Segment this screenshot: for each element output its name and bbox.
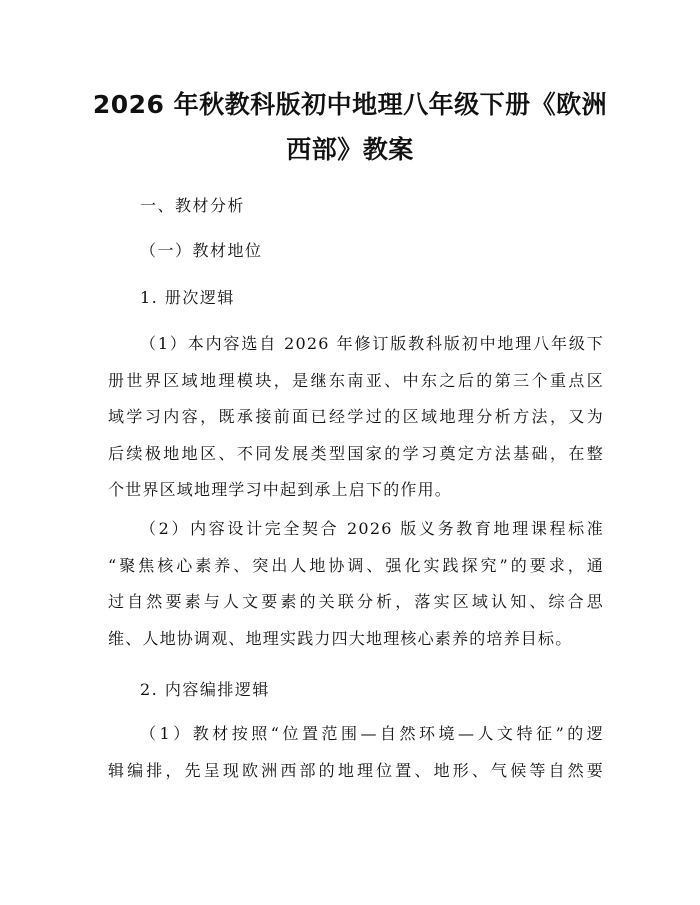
paragraph-line: 后续极地地区、不同发展类型国家的学习奠定方法基础，在整	[108, 443, 604, 463]
paragraph-line: 维、人地协调观、地理实践力四大地理核心素养的培养目标。	[108, 628, 573, 648]
paragraph-line: 册世界区域地理模块，是继东南亚、中东之后的第三个重点区	[108, 370, 604, 390]
item-heading: 2. 内容编排逻辑	[140, 680, 270, 699]
paragraph-line: 辑编排，先呈现欧洲西部的地理位置、地形、气候等自然要	[108, 760, 604, 780]
title-line: 2026 年秋教科版初中地理八年级下册《欧洲	[92, 90, 608, 119]
paragraph	[108, 326, 604, 509]
paragraph-line: “聚焦核心素养、突出人地协调、强化实践探究”的要求，通	[108, 555, 604, 575]
paragraph-line: 个世界区域地理学习中起到承上启下的作用。	[108, 480, 453, 499]
paragraph	[108, 511, 604, 657]
paragraph-line: （2）内容设计完全契合 2026 版义务教育地理课程标准	[140, 519, 604, 538]
paragraph-line: 域学习内容，既承接前面已经学过的区域地理分析方法，又为	[108, 407, 604, 426]
paragraph-line: （1）本内容选自 2026 年修订版教科版初中地理八年级下	[140, 334, 604, 353]
subsection-heading: （一）教材地位	[140, 241, 263, 260]
paragraph-line: 过自然要素与人文要素的关联分析，落实区域认知、综合思	[108, 592, 604, 611]
paragraph-line: （1）教材按照“位置范围—自然环境—人文特征”的逻	[140, 724, 604, 743]
title-line: 西部》教案	[286, 135, 414, 164]
paragraph	[108, 716, 604, 789]
item-heading: 1. 册次逻辑	[140, 288, 235, 307]
section-heading: 一、教材分析	[140, 196, 246, 215]
document-title	[70, 82, 630, 172]
